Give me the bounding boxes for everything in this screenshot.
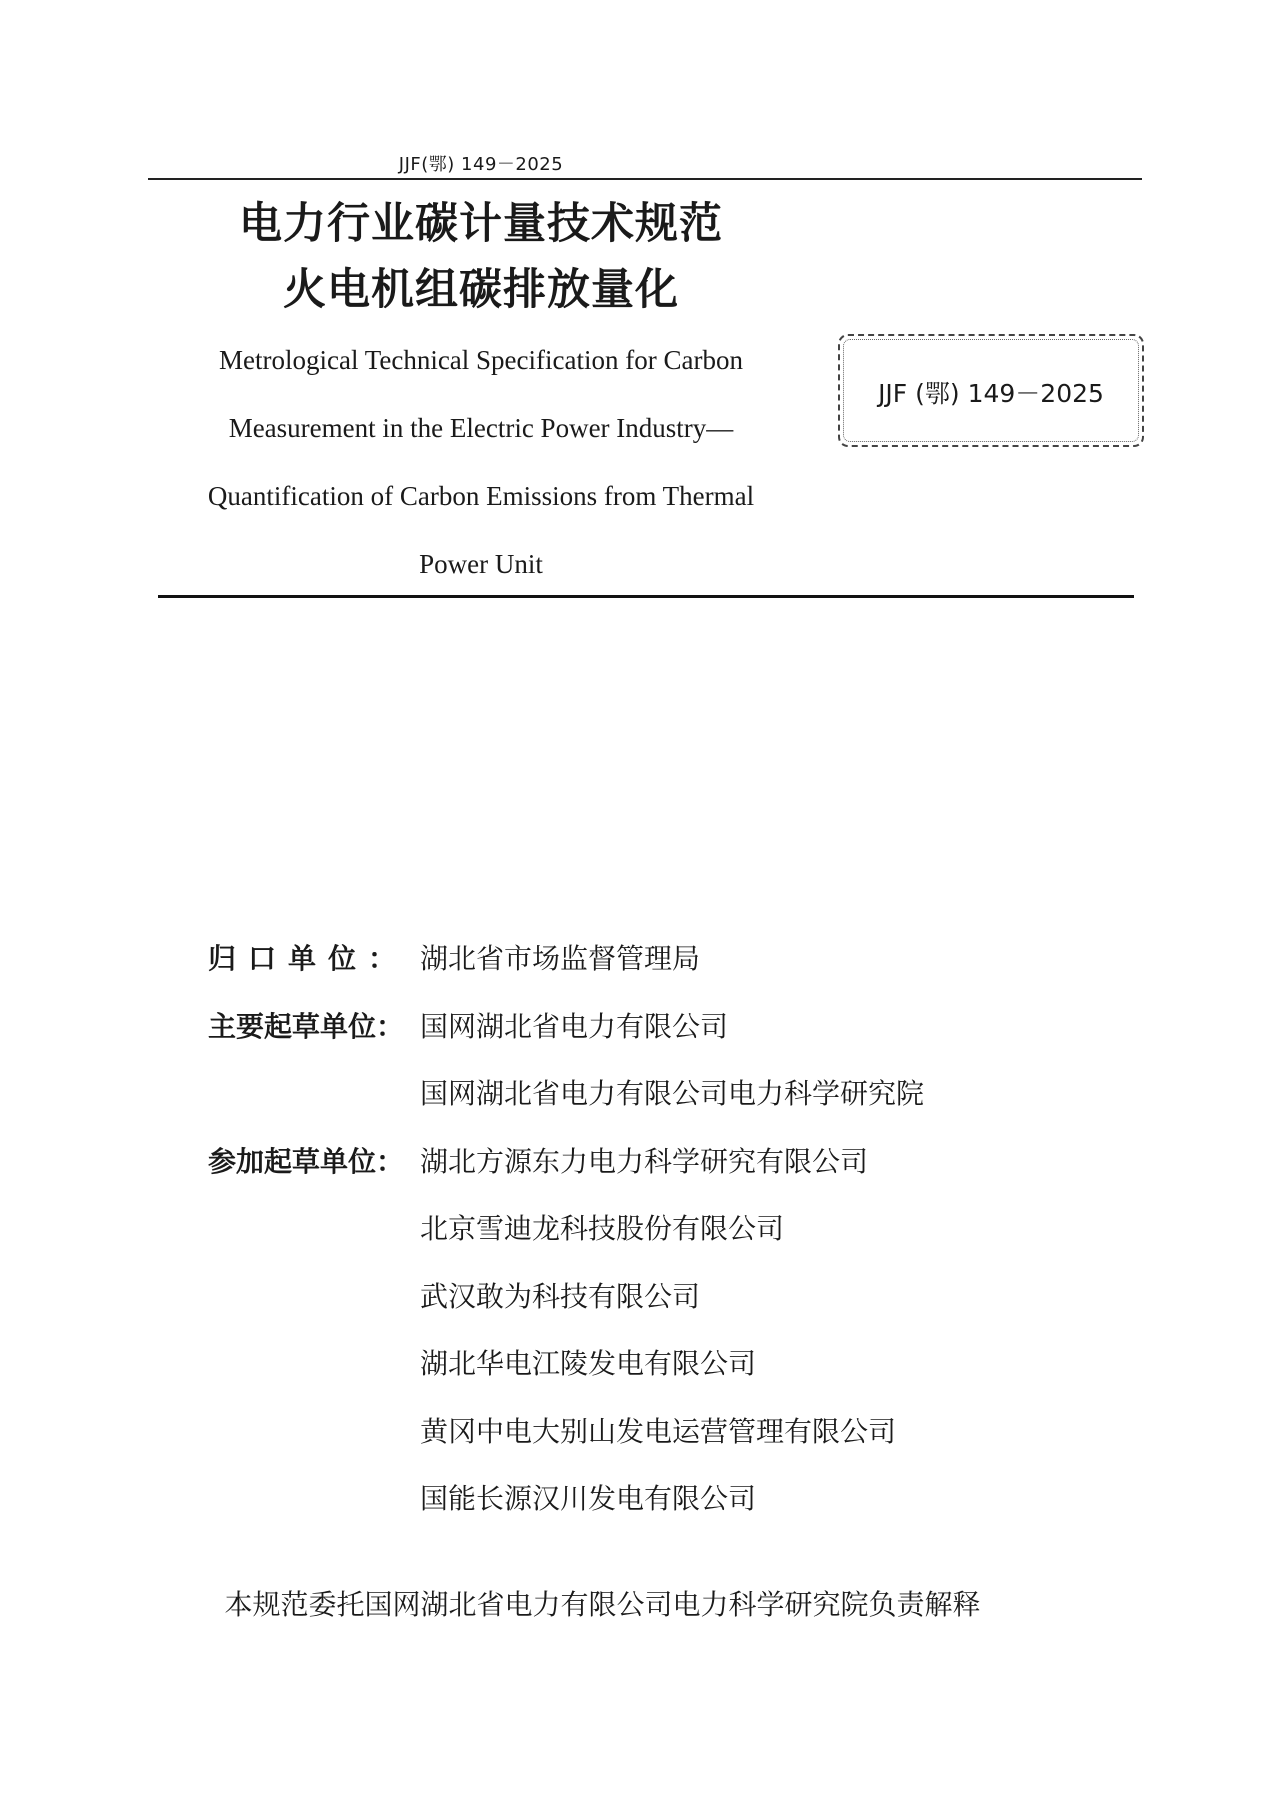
main-drafting-value: 国网湖北省电力有限公司电力科学研究院	[420, 1077, 925, 1110]
participating-drafting-value: 湖北方源东力电力科学研究有限公司	[420, 1144, 869, 1178]
standard-code-box-text: JJF (鄂) 149－2025	[878, 379, 1104, 408]
participating-drafting-value: 湖北华电江陵发电有限公司	[420, 1347, 757, 1380]
top-divider	[148, 178, 1142, 180]
title-english-line-3: Quantification of Carbon Emissions from Thermal	[207, 481, 755, 511]
centralized-unit-row	[208, 937, 924, 1005]
participating-drafting-value: 武汉敢为科技有限公司	[420, 1279, 701, 1313]
main-drafting-row	[208, 1005, 924, 1073]
centralized-unit-value: 湖北省市场监督管理局	[420, 942, 701, 975]
participating-drafting-row	[208, 1410, 924, 1478]
standard-code-box	[838, 334, 1144, 447]
participating-drafting-row	[208, 1342, 924, 1410]
participating-drafting-label: 参加起草单位：	[208, 1144, 405, 1178]
participating-drafting-value: 北京雪迪龙科技股份有限公司	[420, 1212, 785, 1245]
centralized-unit-label: 归口单位：	[208, 942, 409, 975]
participating-drafting-value: 黄冈中电大别山发电运营管理有限公司	[420, 1414, 897, 1448]
participating-drafting-row	[208, 1477, 924, 1545]
bottom-divider	[158, 595, 1134, 598]
title-chinese-line-2: 火电机组碳排放量化	[283, 265, 679, 315]
participating-drafting-value: 国能长源汉川发电有限公司	[420, 1482, 757, 1515]
main-drafting-row	[208, 1072, 924, 1140]
organizations-section	[208, 937, 924, 1545]
main-drafting-label: 主要起草单位：	[208, 1009, 405, 1043]
main-drafting-value: 国网湖北省电力有限公司	[420, 1009, 729, 1043]
interpretation-note-text: 本规范委托国网湖北省电力有限公司电力科学研究院负责解释	[224, 1588, 981, 1621]
header-standard-code: JJF(鄂) 149－2025	[398, 154, 564, 175]
title-chinese-line-1: 电力行业碳计量技术规范	[239, 199, 723, 249]
participating-drafting-row	[208, 1275, 924, 1343]
title-english	[148, 326, 814, 598]
title-english-line-2: Measurement in the Electric Power Industry—	[228, 413, 734, 443]
participating-drafting-row	[208, 1207, 924, 1275]
interpretation-note	[0, 1583, 1280, 1623]
title-english-line-1: Metrological Technical Specification for Carbon	[219, 345, 743, 375]
title-english-line-4: Power Unit	[419, 549, 543, 579]
participating-drafting-row	[208, 1140, 924, 1208]
